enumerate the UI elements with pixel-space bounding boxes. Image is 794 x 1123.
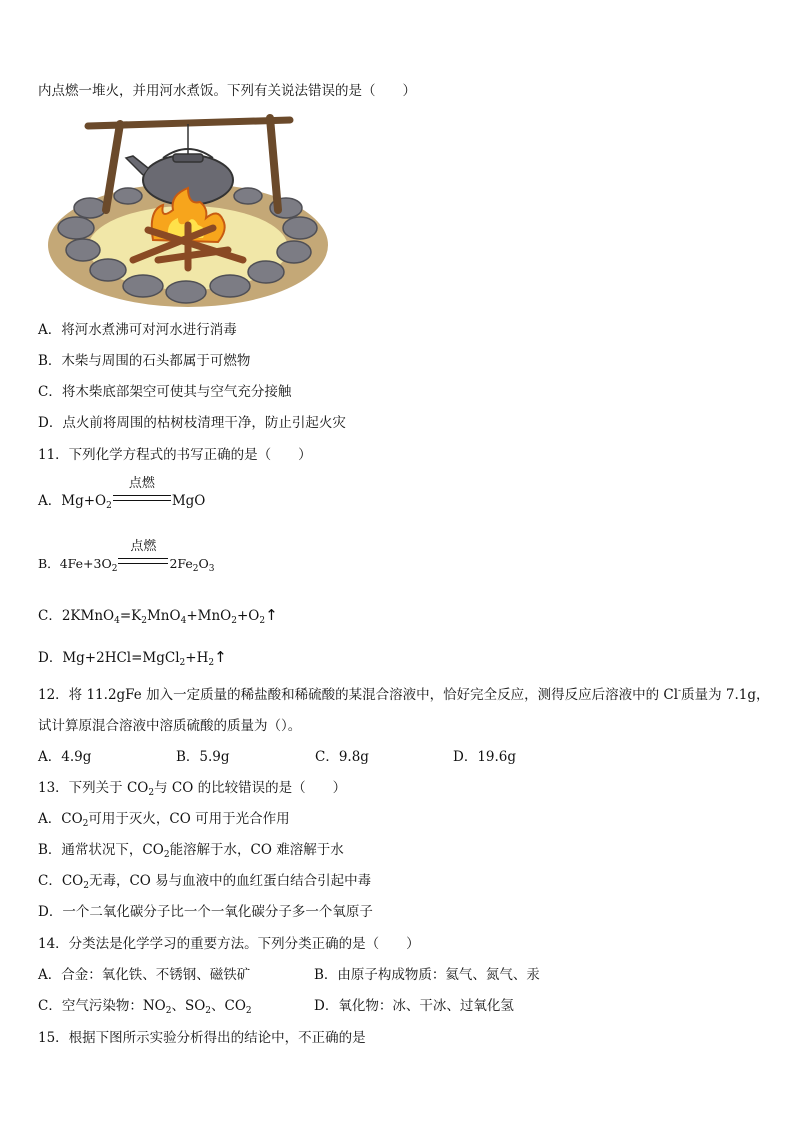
q12-option-d: D．19.6g [453,749,517,765]
q10-option-d: D．点火前将周围的枯树枝清理干净，防止引起火灾 [38,415,346,431]
q13-option-d: D．一个二氧化碳分子比一个一氧化碳分子多一个氧原子 [38,904,373,920]
question-intro: 内点燃一堆火，并用河水煮饭。下列有关说法错误的是（ ） [38,83,416,99]
q13-option-a: A．$CO_2$可用于灭火，CO 可用于光合作用 [38,811,290,829]
q11-option-a: A．$Mg+O_2$ 点燃 MgO [38,476,206,511]
campfire-kettle-illustration [38,110,328,310]
q14-stem: 14．分类法是化学学习的重要方法。下列分类正确的是（ ） [38,936,420,952]
q10-option-a: A．将河水煮沸可对河水进行消毒 [38,322,237,338]
q14-option-c: C．空气污染物：$NO_2$、$SO_2$、$CO_2$ [38,998,252,1016]
gas-arrow-icon: ↑ [265,606,278,624]
q12-stem-line2: 试计算原混合溶液中溶质硫酸的质量为（）。 [38,718,302,734]
q10-option-c: C．将木柴底部架空可使其与空气充分接触 [38,384,292,400]
reaction-condition: 点燃 [128,476,155,491]
q12-option-a: A．4.9g [38,749,92,765]
q12-option-c: C．9.8g [315,749,369,765]
q15-stem: 15．根据下图所示实验分析得出的结论中，不正确的是 [38,1030,366,1046]
q11-option-c: C．$2KMnO_4=K_2MnO_4+MnO_2+O_2↑$ [38,606,278,626]
q13-stem: 13．下列关于 $CO_2$与 CO 的比较错误的是（ ） [38,780,347,798]
q12-option-b: B．5.9g [176,749,230,765]
q13-option-c: C．$CO_2$无毒，CO 易与血液中的血红蛋白结合引起中毒 [38,873,372,891]
q11-stem: 11．下列化学方程式的书写正确的是（ ） [38,447,312,463]
q10-option-b: B．木柴与周围的石头都属于可燃物 [38,353,251,369]
q12-stem-line1: 12．将 11.2gFe 加入一定质量的稀盐酸和稀硫酸的某混合溶液中，恰好完全反应，测得反应后溶液中的 Cl-质量为 7.1g， [38,686,770,703]
q14-option-d: D．氧化物：冰、干冰、过氧化氢 [314,998,514,1014]
reaction-condition: 点燃 [130,539,157,554]
q13-option-b: B．通常状况下，$CO_2$能溶解于水，CO 难溶解于水 [38,842,344,860]
gas-arrow-icon: ↑ [214,648,227,666]
q14-option-a: A．合金：氧化铁、不锈钢、磁铁矿 [38,967,251,983]
q11-option-b: B．$4Fe+3O_2$ 点燃 $2Fe_2O_3$ [38,539,215,574]
q11-option-d: D．$Mg+2HCl=MgCl_2+H_2↑$ [38,648,227,668]
q14-option-b: B．由原子构成物质：氦气、氮气、汞 [314,967,540,983]
